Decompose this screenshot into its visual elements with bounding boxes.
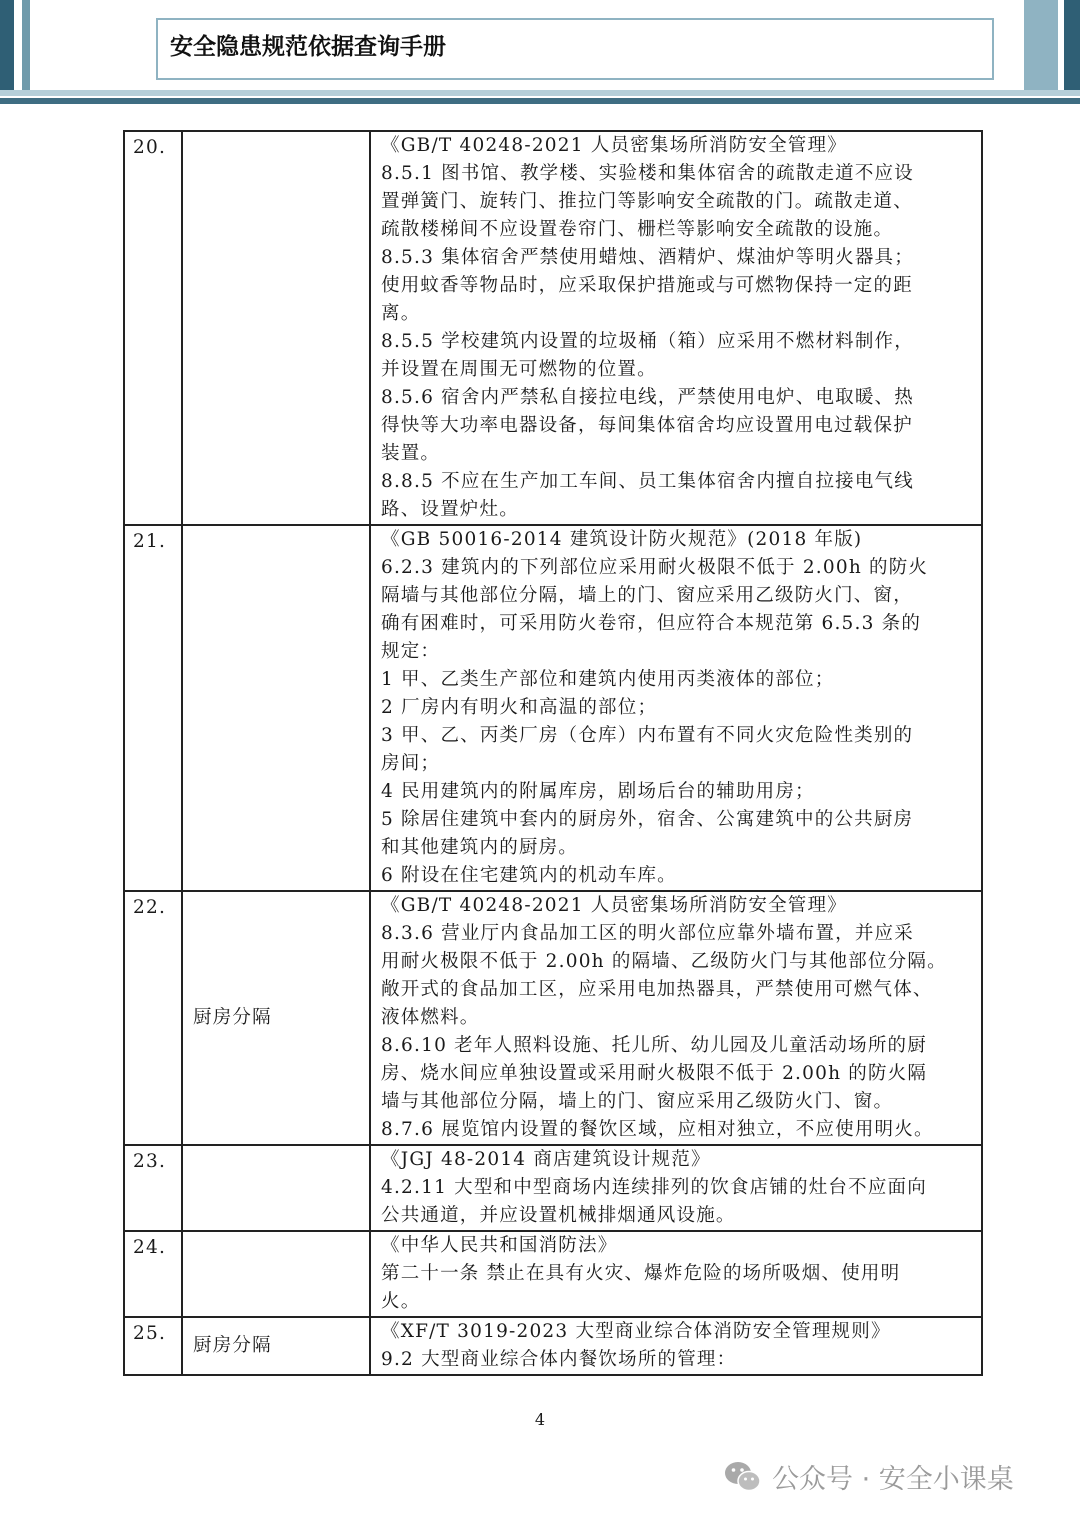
watermark-text: 公众号 · 安全小课桌	[772, 1464, 1014, 1495]
content-line: 1 甲、乙类生产部位和建筑内使用丙类液体的部位；	[381, 669, 835, 690]
header-accent-bar	[1024, 0, 1058, 92]
content-line: 6 附设在住宅建筑内的机动车库。	[381, 865, 677, 886]
content-line: 墙与其他部位分隔，墙上的门、窗应采用乙级防火门、窗。	[381, 1091, 894, 1112]
content-line: 离。	[381, 303, 421, 324]
regulation-table	[123, 130, 983, 1376]
content-line: 敞开式的食品加工区，应采用电加热器具，严禁使用可燃气体、	[381, 979, 933, 1000]
row-content	[370, 1145, 982, 1231]
wechat-icon	[724, 1460, 762, 1494]
content-line: 《JGJ 48-2014 商店建筑设计规范》	[381, 1149, 711, 1170]
content-line: 房、烧水间应单独设置或采用耐火极限不低于 2.00h 的防火隔	[381, 1063, 928, 1084]
content-line: 《GB/T 40248-2021 人员密集场所消防安全管理》	[381, 135, 847, 156]
row-category	[182, 131, 370, 525]
content-line: 5 除居住建筑中套内的厨房外，宿舍、公寓建筑中的公共厨房	[381, 809, 914, 830]
content-line: 用耐火极限不低于 2.00h 的隔墙、乙级防火门与其他部位分隔。	[381, 951, 947, 972]
content-line: 疏散楼梯间不应设置卷帘门、栅栏等影响安全疏散的设施。	[381, 219, 894, 240]
header-accent-bar	[1064, 0, 1080, 92]
row-number: 24.	[124, 1231, 182, 1317]
row-number: 20.	[124, 131, 182, 525]
content-line: 和其他建筑内的厨房。	[381, 837, 579, 858]
row-number: 25.	[124, 1317, 182, 1375]
content-line: 规定：	[381, 641, 441, 662]
row-content	[370, 1317, 982, 1375]
content-line: 《中华人民共和国消防法》	[381, 1235, 618, 1256]
header-accent-bar	[0, 0, 14, 90]
content-line: 第二十一条 禁止在具有火灾、爆炸危险的场所吸烟、使用明	[381, 1263, 901, 1284]
content-line: 6.2.3 建筑内的下列部位应采用耐火极限不低于 2.00h 的防火	[381, 557, 929, 578]
row-category	[182, 1231, 370, 1317]
content-line: 隔墙与其他部位分隔，墙上的门、窗应采用乙级防火门、窗，	[381, 585, 913, 606]
header-divider	[0, 98, 1080, 104]
content-line: 8.8.5 不应在生产加工车间、员工集体宿舍内擅自拉接电气线	[381, 471, 914, 492]
header-divider	[0, 90, 1080, 96]
row-content	[370, 525, 982, 891]
row-category: 厨房分隔	[182, 1317, 370, 1375]
header-accent-bar	[22, 0, 30, 90]
content-line: 确有困难时，可采用防火卷帘，但应符合本规范第 6.5.3 条的	[381, 613, 922, 634]
table-row	[124, 131, 982, 525]
row-category	[182, 525, 370, 891]
content-line: 《GB/T 40248-2021 人员密集场所消防安全管理》	[381, 895, 847, 916]
content-line: 9.2 大型商业综合体内餐饮场所的管理：	[381, 1349, 737, 1370]
page-number: 4	[534, 1410, 546, 1429]
content-line: 房间；	[381, 753, 441, 774]
table-row	[124, 1145, 982, 1231]
row-category	[182, 1145, 370, 1231]
table-row	[124, 525, 982, 891]
row-number: 21.	[124, 525, 182, 891]
row-content	[370, 1231, 982, 1317]
content-line: 得快等大功率电器设备，每间集体宿舍均应设置用电过载保护	[381, 415, 913, 436]
row-number: 23.	[124, 1145, 182, 1231]
table-row	[124, 1317, 982, 1375]
content-line: 置弹簧门、旋转门、推拉门等影响安全疏散的门。疏散走道、	[381, 191, 913, 212]
row-number: 22.	[124, 891, 182, 1145]
content-line: 4.2.11 大型和中型商场内连续排列的饮食店铺的灶台不应面向	[381, 1177, 927, 1198]
content-line: 路、设置炉灶。	[381, 499, 519, 520]
content-line: 液体燃料。	[381, 1007, 480, 1028]
content-line: 8.3.6 营业厅内食品加工区的明火部位应靠外墙布置，并应采	[381, 923, 914, 944]
content-line: 火。	[381, 1291, 421, 1312]
content-line: 3 甲、乙、丙类厂房（仓库）内布置有不同火灾危险性类别的	[381, 725, 914, 746]
content-line: 使用蚊香等物品时，应采取保护措施或与可燃物保持一定的距	[381, 275, 913, 296]
content-line: 8.5.3 集体宿舍严禁使用蜡烛、酒精炉、煤油炉等明火器具；	[381, 247, 914, 268]
content-line: 并设置在周围无可燃物的位置。	[381, 359, 657, 380]
watermark	[724, 1457, 1014, 1496]
content-line: 8.7.6 展览馆内设置的餐饮区域，应相对独立，不应使用明火。	[381, 1119, 934, 1140]
table-row	[124, 891, 982, 1145]
content-line: 4 民用建筑内的附属库房，剧场后台的辅助用房；	[381, 781, 815, 802]
content-line: 《GB 50016-2014 建筑设计防火规范》(2018 年版)	[381, 529, 863, 550]
content-line: 公共通道，并应设置机械排烟通风设施。	[381, 1205, 736, 1226]
content-line: 装置。	[381, 443, 441, 464]
content-line: 8.5.6 宿舍内严禁私自接拉电线，严禁使用电炉、电取暖、热	[381, 387, 914, 408]
content-line: 《XF/T 3019-2023 大型商业综合体消防安全管理规则》	[381, 1321, 891, 1342]
content-line: 2 厂房内有明火和高温的部位；	[381, 697, 658, 718]
row-content	[370, 891, 982, 1145]
row-category: 厨房分隔	[182, 891, 370, 1145]
table-row	[124, 1231, 982, 1317]
row-content	[370, 131, 982, 525]
content-line: 8.6.10 老年人照料设施、托儿所、幼儿园及儿童活动场所的厨	[381, 1035, 927, 1056]
content-line: 8.5.1 图书馆、教学楼、实验楼和集体宿舍的疏散走道不应设	[381, 163, 914, 184]
content-line: 8.5.5 学校建筑内设置的垃圾桶（箱）应采用不燃材料制作，	[381, 331, 914, 352]
document-title: 安全隐患规范依据查询手册	[170, 34, 446, 60]
